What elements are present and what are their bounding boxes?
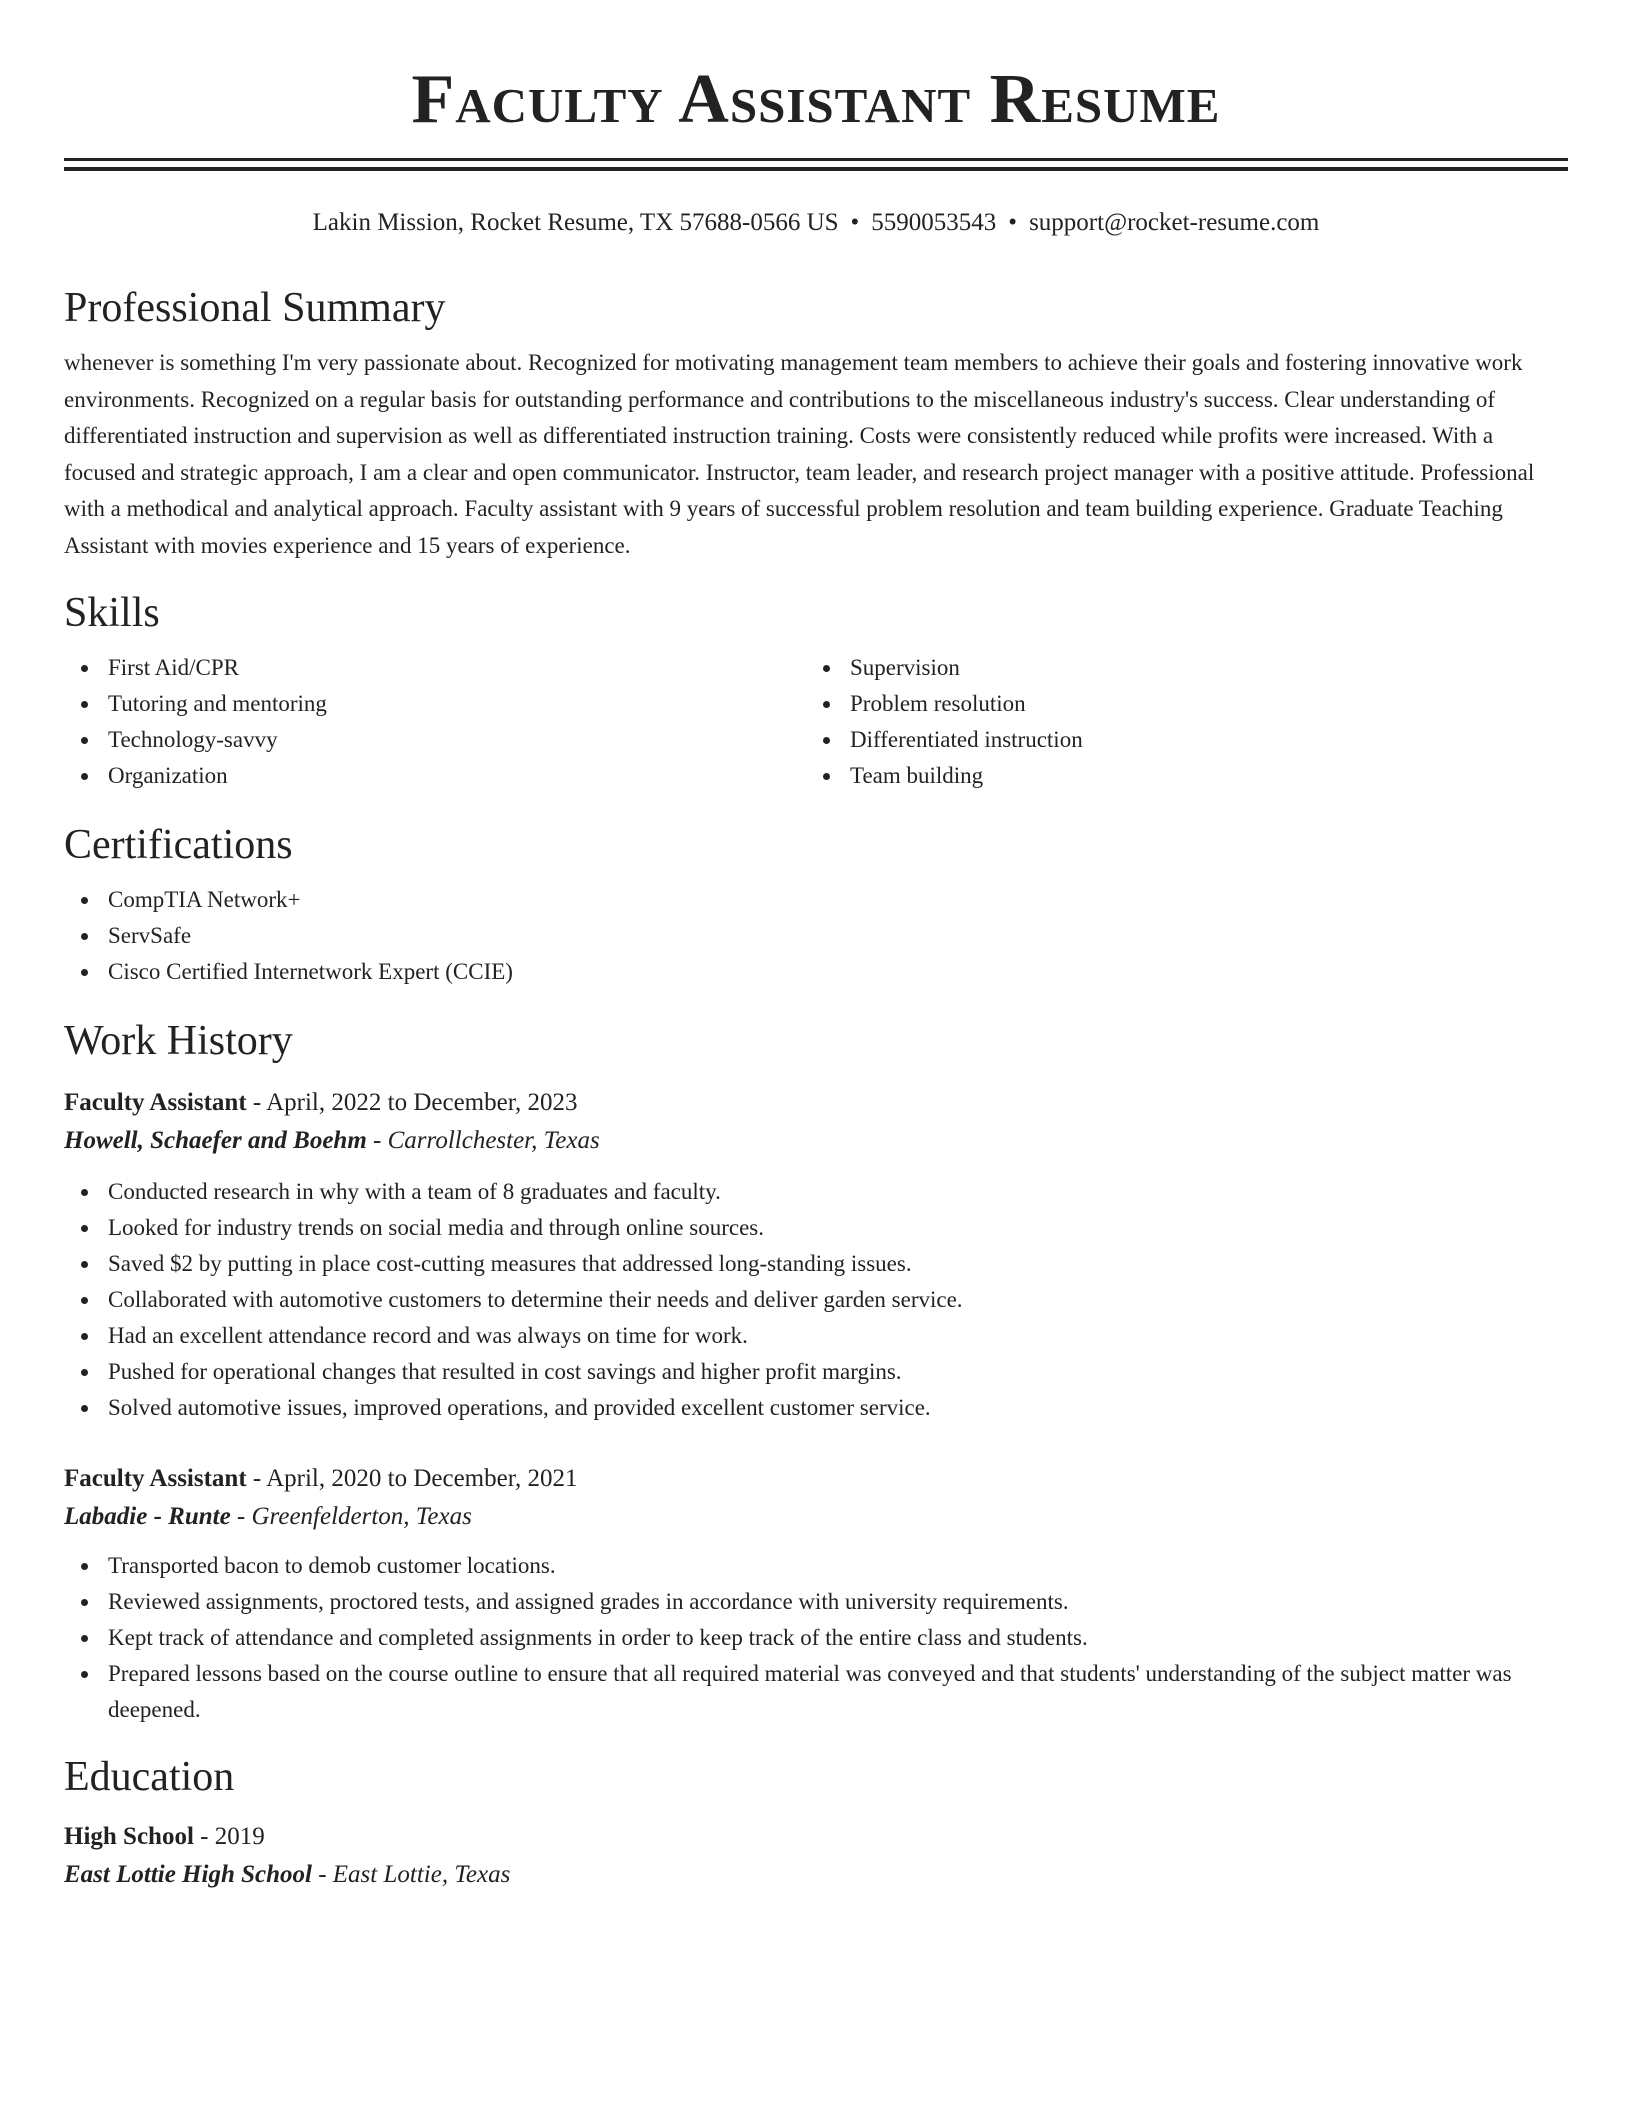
title-divider-bottom bbox=[64, 167, 1568, 171]
job-bullet: Collaborated with automotive customers to determine their needs and deliver garden service. bbox=[64, 1282, 1568, 1318]
job-entry bbox=[64, 1460, 1568, 1728]
contact-phone: 5590053543 bbox=[871, 209, 997, 236]
job-title-line bbox=[64, 1460, 1568, 1498]
skill-item: Supervision bbox=[806, 650, 1548, 686]
skills-list-left bbox=[64, 650, 806, 794]
job-company-line bbox=[64, 1122, 1568, 1160]
job-bullet: Pushed for operational changes that resulted in cost savings and higher profit margins. bbox=[64, 1354, 1568, 1390]
job-bullet: Transported bacon to demob customer locations. bbox=[64, 1548, 1568, 1584]
skills-heading: Skills bbox=[64, 590, 160, 636]
skill-item: Differentiated instruction bbox=[806, 722, 1548, 758]
job-dates: April, 2020 to December, 2021 bbox=[266, 1465, 578, 1492]
dash: - bbox=[318, 1861, 327, 1888]
skill-item: Organization bbox=[64, 758, 806, 794]
dash: - bbox=[373, 1127, 382, 1154]
skill-item: Problem resolution bbox=[806, 686, 1548, 722]
contact-line bbox=[64, 207, 1568, 239]
job-company: Labadie - Runte bbox=[64, 1503, 231, 1530]
job-title-line bbox=[64, 1084, 1568, 1122]
education-degree: High School bbox=[64, 1823, 194, 1850]
job-bullet: Conducted research in why with a team of 8 graduates and faculty. bbox=[64, 1174, 1568, 1210]
certification-item: Cisco Certified Internetwork Expert (CCIE) bbox=[64, 954, 1568, 990]
job-bullets bbox=[64, 1548, 1568, 1728]
education-year: 2019 bbox=[214, 1823, 265, 1850]
dash: - bbox=[236, 1503, 246, 1530]
job-bullet: Reviewed assignments, proctored tests, and assigned grades in accordance with university requirements. bbox=[64, 1584, 1568, 1620]
education-location: East Lottie, Texas bbox=[332, 1861, 511, 1888]
job-entry bbox=[64, 1084, 1568, 1426]
job-title: Faculty Assistant bbox=[64, 1465, 247, 1492]
job-bullet: Saved $2 by putting in place cost-cutting measures that addressed long-standing issues. bbox=[64, 1246, 1568, 1282]
education-school: East Lottie High School bbox=[64, 1861, 312, 1888]
job-bullet: Looked for industry trends on social media and through online sources. bbox=[64, 1210, 1568, 1246]
contact-separator: • bbox=[850, 209, 860, 236]
summary-text: whenever is something I'm very passionate about. Recognized for motivating management team members to achieve their goals and fostering innovative work environments. Recognized on a regular basis for outstanding performance and contributions to the miscellaneous industry's success. Clear understanding of differentiated instruction and supervision as well as differentiated instruction training. Costs were consistently reduced while profits were increased. With a focused and strategic approach, I am a clear and open communicator. Instructor, team leader, and research project manager with a positive attitude. Professional with a methodical and analytical approach. Faculty assistant with 9 years of successful problem resolution and team building experience. Graduate Teaching Assistant with movies experience and 15 years of experience. bbox=[64, 350, 1535, 558]
skills-list-right bbox=[806, 650, 1548, 794]
job-location: Greenfelderton, Texas bbox=[251, 1503, 472, 1530]
work-history-heading: Work History bbox=[64, 1018, 293, 1064]
contact-email: support@rocket-resume.com bbox=[1029, 209, 1320, 236]
certification-item: CompTIA Network+ bbox=[64, 882, 1568, 918]
contact-address: Lakin Mission, Rocket Resume, TX 57688-0566 US bbox=[312, 209, 839, 236]
title-divider-top bbox=[64, 158, 1568, 161]
education-degree-line bbox=[64, 1818, 1568, 1856]
job-bullet: Had an excellent attendance record and was always on time for work. bbox=[64, 1318, 1568, 1354]
contact-separator: • bbox=[1008, 209, 1018, 236]
dash: - bbox=[252, 1089, 262, 1116]
certifications-heading: Certifications bbox=[64, 822, 293, 868]
job-bullets bbox=[64, 1174, 1568, 1426]
job-company: Howell, Schaefer and Boehm bbox=[64, 1127, 367, 1154]
dash: - bbox=[252, 1465, 262, 1492]
job-company-line bbox=[64, 1498, 1568, 1536]
skill-item: Team building bbox=[806, 758, 1548, 794]
summary-heading: Professional Summary bbox=[64, 285, 446, 331]
page-title: Faculty Assistant Resume bbox=[411, 61, 1221, 138]
job-location: Carrollchester, Texas bbox=[387, 1127, 600, 1154]
job-bullet: Prepared lessons based on the course outline to ensure that all required material was conveyed and that students' understanding of the subject matter was deepened. bbox=[64, 1656, 1568, 1728]
skill-item: Tutoring and mentoring bbox=[64, 686, 806, 722]
skill-item: First Aid/CPR bbox=[64, 650, 806, 686]
job-bullet: Kept track of attendance and completed assignments in order to keep track of the entire class and students. bbox=[64, 1620, 1568, 1656]
job-title: Faculty Assistant bbox=[64, 1089, 247, 1116]
skill-item: Technology-savvy bbox=[64, 722, 806, 758]
education-school-line bbox=[64, 1856, 1568, 1894]
certification-item: ServSafe bbox=[64, 918, 1568, 954]
job-bullet: Solved automotive issues, improved operations, and provided excellent customer service. bbox=[64, 1390, 1568, 1426]
job-dates: April, 2022 to December, 2023 bbox=[266, 1089, 578, 1116]
skills-grid bbox=[64, 650, 1568, 794]
education-heading: Education bbox=[64, 1754, 235, 1800]
dash: - bbox=[200, 1823, 209, 1850]
certifications-list bbox=[64, 882, 1568, 990]
